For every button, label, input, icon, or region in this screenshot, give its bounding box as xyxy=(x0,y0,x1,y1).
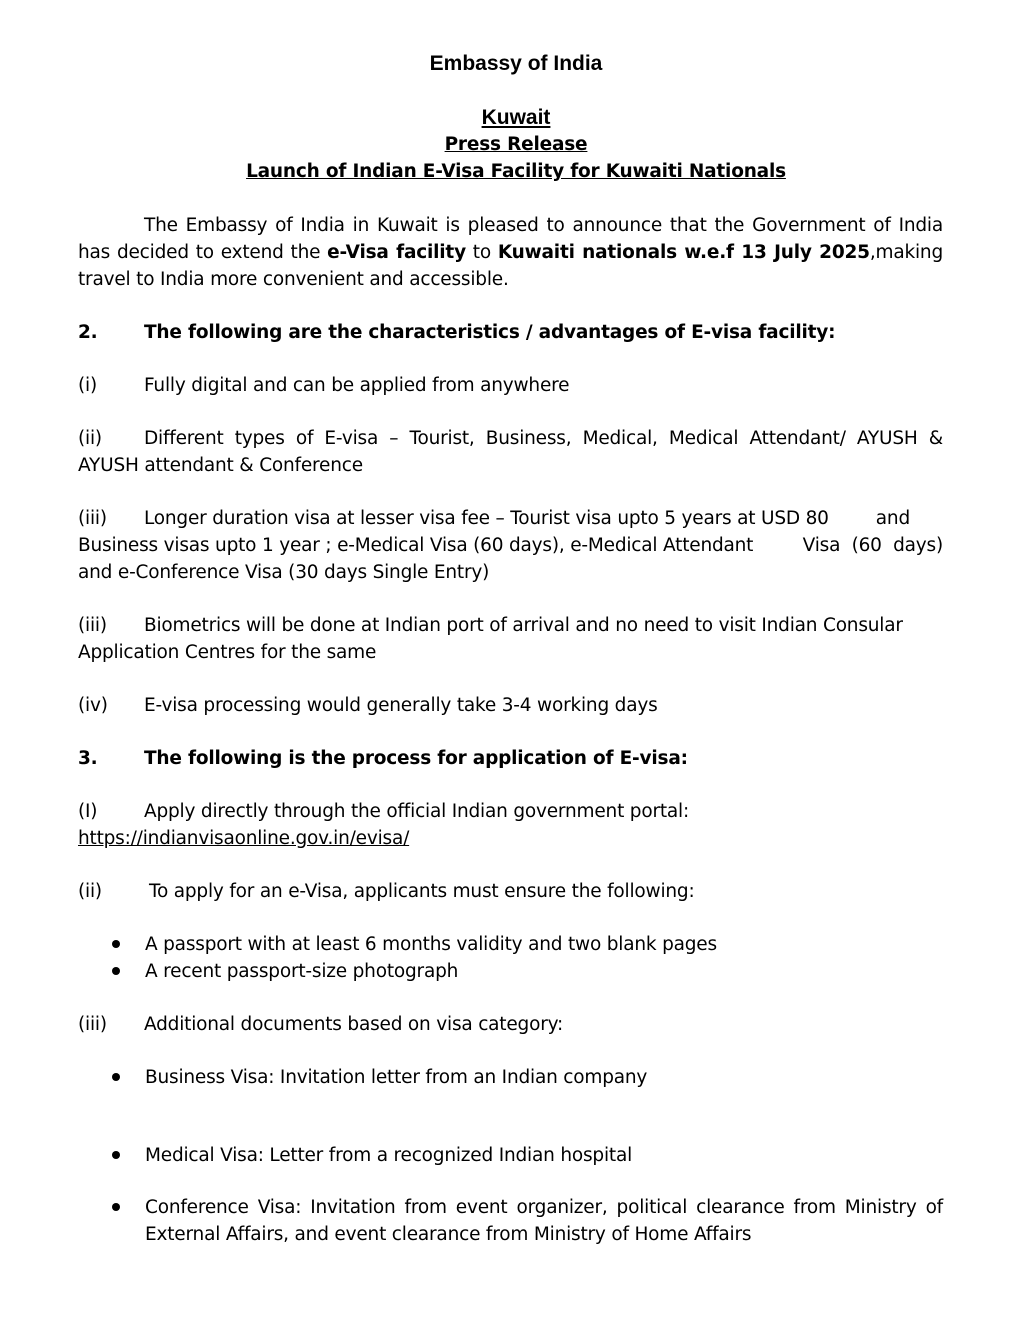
list-item: Medical Visa: Letter from a recognized Indian hospital xyxy=(145,1145,633,1166)
step-marker: (ii) xyxy=(78,881,102,902)
section-2-number: 2. xyxy=(78,322,98,343)
advantage-item xyxy=(78,692,943,719)
intro-text-2: to xyxy=(465,242,498,263)
location-heading: Kuwait xyxy=(481,106,551,129)
intro-bold-1: e-Visa facility xyxy=(327,242,466,263)
section-3-title: The following is the process for application of E-visa: xyxy=(144,748,688,769)
item-marker: (i) xyxy=(78,375,97,396)
step-text: Additional documents based on visa category: xyxy=(144,1014,564,1035)
advantage-item xyxy=(78,372,943,399)
process-step xyxy=(78,1011,943,1038)
evisa-portal-link[interactable]: https://indianvisaonline.gov.in/evisa/ xyxy=(78,828,410,849)
item-text: Visa (60 days) xyxy=(802,535,943,556)
bullet-icon xyxy=(112,1151,120,1159)
list-item: A recent passport-size photograph xyxy=(145,961,459,982)
process-step xyxy=(78,798,943,852)
bullet-icon xyxy=(112,1203,120,1211)
item-text: and xyxy=(875,508,910,529)
embassy-title: Embassy of India xyxy=(429,52,603,75)
list-item: A passport with at least 6 months validity and two blank pages xyxy=(145,934,717,955)
step-text: Apply directly through the official Indian government portal: xyxy=(144,801,690,822)
item-text: Fully digital and can be applied from anywhere xyxy=(144,375,570,396)
item-marker: (iii) xyxy=(78,615,107,636)
item-line xyxy=(78,505,910,532)
process-step xyxy=(78,878,943,905)
section-3-heading xyxy=(78,745,943,772)
item-text: and e-Conference Visa (30 days Single Entry) xyxy=(78,562,490,583)
section-2-heading xyxy=(78,319,943,346)
doc-type-heading: Press Release xyxy=(444,134,588,155)
item-marker: (ii) xyxy=(78,428,102,449)
section-3-number: 3. xyxy=(78,748,98,769)
step-marker: (I) xyxy=(78,801,98,822)
advantage-item xyxy=(78,425,943,479)
list-item: Business Visa: Invitation letter from an Indian company xyxy=(145,1067,648,1088)
intro-text-3: ,making travel to India more convenient and accessible. xyxy=(78,242,944,290)
item-marker: (iii) xyxy=(78,508,107,529)
item-text: E-visa processing would generally take 3-4 working days xyxy=(144,695,658,716)
bullet-icon xyxy=(112,940,120,948)
bullet-icon xyxy=(112,1073,120,1081)
intro-bold-2: Kuwaiti nationals w.e.f 13 July 2025 xyxy=(497,242,870,263)
advantage-item xyxy=(78,505,943,586)
list-item: Conference Visa: Invitation from event organizer, political clearance from Ministry of External Affairs, and event clearance from Ministry of Home Affairs xyxy=(145,1197,943,1245)
item-text: Different types of E-visa – Tourist, Business, Medical, Medical Attendant/ AYUSH & AYUSH attendant & Conference xyxy=(78,428,943,476)
section-2-title: The following are the characteristics / advantages of E-visa facility: xyxy=(144,322,836,343)
headline: Launch of Indian E-Visa Facility for Kuwaiti Nationals xyxy=(246,161,786,182)
intro-paragraph xyxy=(78,212,943,293)
step-text: To apply for an e-Visa, applicants must ensure the following: xyxy=(149,881,695,902)
item-text: Longer duration visa at lesser visa fee – Tourist visa upto 5 years at USD 80 xyxy=(144,508,829,529)
bullet-icon xyxy=(112,967,120,975)
item-text: Application Centres for the same xyxy=(78,642,377,663)
item-line xyxy=(78,532,943,559)
item-marker: (iv) xyxy=(78,695,108,716)
item-text: Biometrics will be done at Indian port of arrival and no need to visit Indian Consular xyxy=(144,615,903,636)
item-text: Business visas upto 1 year ; e-Medical Visa (60 days), e-Medical Attendant xyxy=(78,535,754,556)
step-marker: (iii) xyxy=(78,1014,107,1035)
advantage-item xyxy=(78,612,943,666)
intro-text-1: The Embassy of India in Kuwait is pleased to announce that the Government of India has decided to extend the xyxy=(78,215,943,263)
